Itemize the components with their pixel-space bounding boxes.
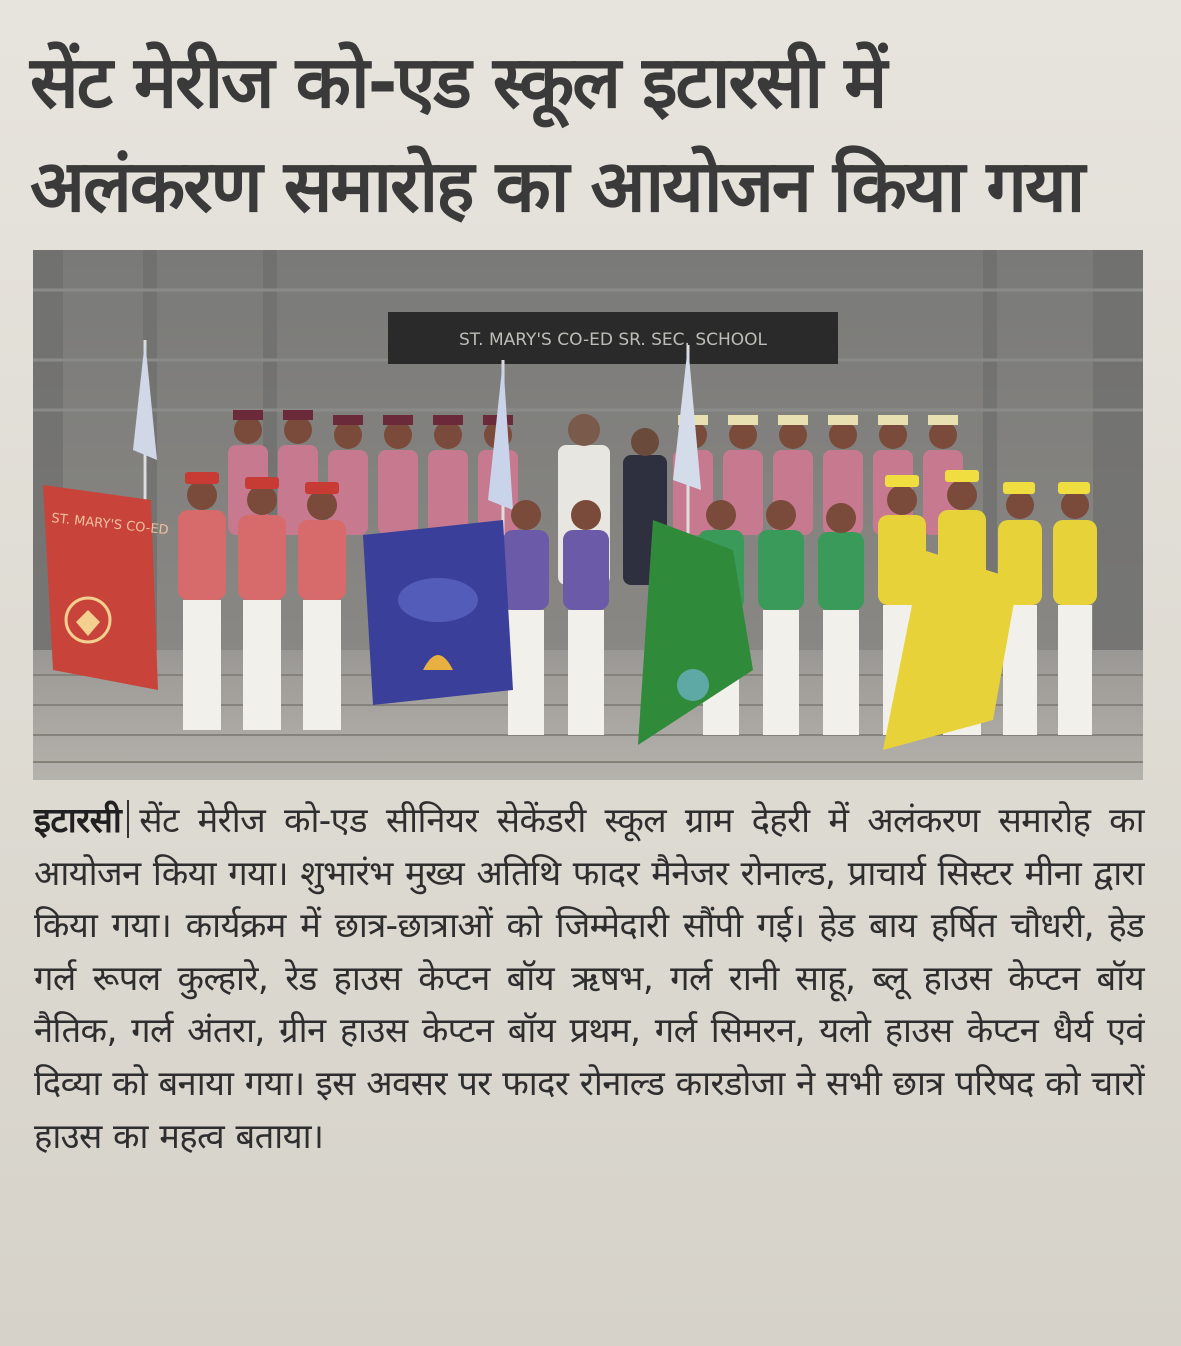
school-sign-text: ST. MARY'S CO-ED SR. SEC. SCHOOL <box>458 330 768 350</box>
dateline: इटारसी <box>34 801 122 841</box>
red-flag-text: ST. MARY'S CO-ED <box>50 511 170 539</box>
dateline-separator <box>127 800 129 838</box>
article-body <box>34 795 1144 1163</box>
news-photo <box>33 250 1143 780</box>
headline <box>30 30 1150 238</box>
red-house-flag <box>43 485 169 690</box>
front-row-red <box>178 472 346 730</box>
headline-line-2: अलंकरण समारोह का आयोजन किया गया <box>30 144 1084 228</box>
photo-illustration <box>33 250 1143 780</box>
article-text: सेंट मेरीज को-एड सीनियर सेकेंडरी स्कूल ग्राम देहरी में अलंकरण समारोह का आयोजन किया गया। शुभारंभ मुख्य अतिथि फादर मैनेजर रोनाल्ड, प्राचार्य सिस्टर मीना द्वारा किया गया। कार्यक्रम में छात्र-छात्राओं को जिम्मेदारी सौंपी गई। हेड बाय हर्षित चौधरी, हेड गर्ल रूपल कुल्हारे, रेड हाउस केप्टन बॉय ऋषभ, गर्ल रानी साहू, ब्लू हाउस केप्टन बॉय नैतिक, गर्ल अंतरा, ग्रीन हाउस केप्टन बॉय प्रथम, गर्ल सिमरन, यलो हाउस केप्टन धैर्य एवं दिव्या को बनाया गया। इस अवसर पर फादर रोनाल्ड कारडोजा ने सभी छात्र परिषद को चारों हाउस का महत्व बताया। <box>34 801 1144 1157</box>
headline-line-1: सेंट मेरीज को-एड स्कूल इटारसी में <box>30 40 886 124</box>
